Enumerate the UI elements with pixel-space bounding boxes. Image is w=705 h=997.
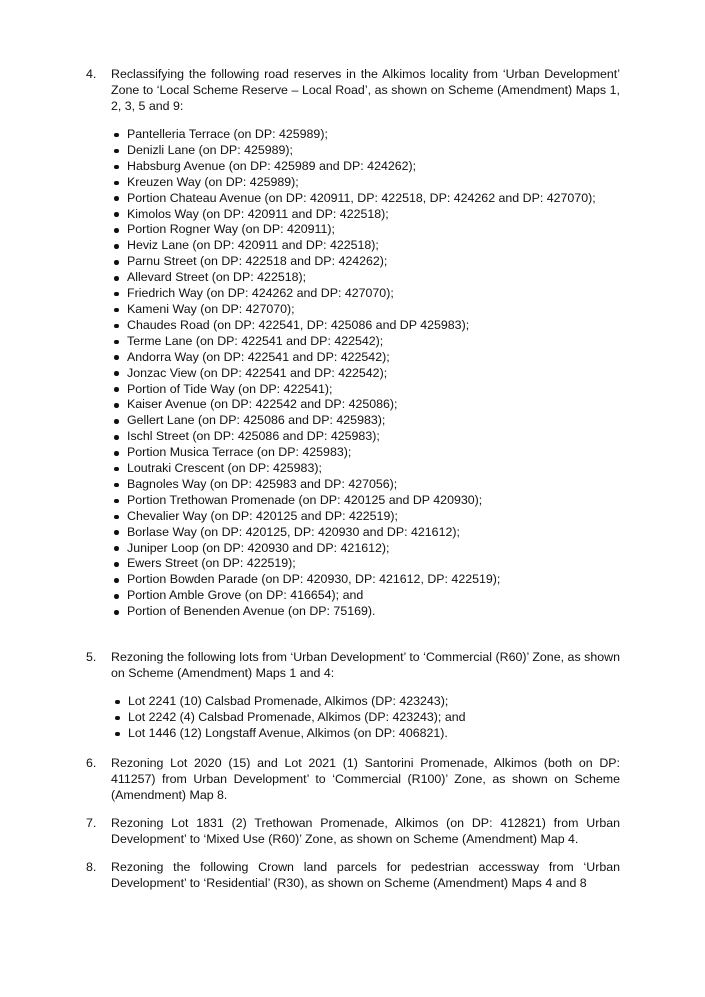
clause-text: Rezoning the following lots from ‘Urban Development’ to ‘Commercial (R60)’ Zone, as shown on Scheme (Amendment) Maps 1 and 4: bbox=[111, 650, 620, 680]
list-item: Denizli Lane (on DP: 425989); bbox=[127, 143, 621, 159]
list-item: Lot 1446 (12) Longstaff Avenue, Alkimos (on DP: 406821). bbox=[128, 726, 622, 742]
list-item: Loutraki Crescent (on DP: 425983); bbox=[127, 461, 621, 477]
list-item: Habsburg Avenue (on DP: 425989 and DP: 424262); bbox=[127, 159, 621, 175]
list-item: Gellert Lane (on DP: 425086 and DP: 425983); bbox=[127, 413, 621, 429]
list-item: Chaudes Road (on DP: 422541, DP: 425086 and DP 425983); bbox=[127, 318, 621, 334]
list-item: Ischl Street (on DP: 425086 and DP: 425983); bbox=[127, 429, 621, 445]
clause-text: Rezoning the following Crown land parcels for pedestrian accessway from ‘Urban Development’ to ‘Residential’ (R30), as shown on Scheme (Amendment) Maps 4 and 8 bbox=[111, 860, 620, 890]
clause-6 bbox=[86, 756, 620, 804]
list-item: Parnu Street (on DP: 422518 and DP: 424262); bbox=[127, 254, 621, 270]
list-item: Portion of Benenden Avenue (on DP: 75169). bbox=[127, 604, 621, 620]
list-item: Portion Trethowan Promenade (on DP: 420125 and DP 420930); bbox=[127, 493, 621, 509]
list-item: Borlase Way (on DP: 420125, DP: 420930 and DP: 421612); bbox=[127, 525, 621, 541]
road-reserve-list bbox=[127, 127, 621, 620]
clause-number: 4. bbox=[86, 67, 97, 81]
clause-number: 7. bbox=[86, 816, 97, 830]
clause-number: 5. bbox=[86, 650, 97, 664]
list-item: Portion Bowden Parade (on DP: 420930, DP: 421612, DP: 422519); bbox=[127, 572, 621, 588]
clause-number: 6. bbox=[86, 756, 97, 770]
list-item: Kaiser Avenue (on DP: 422542 and DP: 425086); bbox=[127, 397, 621, 413]
list-item: Lot 2241 (10) Calsbad Promenade, Alkimos (DP: 423243); bbox=[128, 694, 622, 710]
list-item: Friedrich Way (on DP: 424262 and DP: 427070); bbox=[127, 286, 621, 302]
clause-8 bbox=[86, 860, 620, 892]
clause-text: Reclassifying the following road reserves in the Alkimos locality from ‘Urban Development’ Zone to ‘Local Scheme Reserve – Local Road’, as shown on Scheme (Amendment) Maps 1, 2, 3, 5 and 9: bbox=[111, 67, 620, 113]
list-item: Kameni Way (on DP: 427070); bbox=[127, 302, 621, 318]
clause-4 bbox=[86, 67, 620, 115]
list-item: Portion Musica Terrace (on DP: 425983); bbox=[127, 445, 621, 461]
list-item: Bagnoles Way (on DP: 425983 and DP: 427056); bbox=[127, 477, 621, 493]
lot-list bbox=[128, 694, 622, 742]
list-item: Allevard Street (on DP: 422518); bbox=[127, 270, 621, 286]
list-item: Portion of Tide Way (on DP: 422541); bbox=[127, 382, 621, 398]
list-item: Chevalier Way (on DP: 420125 and DP: 422519); bbox=[127, 509, 621, 525]
list-item: Kimolos Way (on DP: 420911 and DP: 422518); bbox=[127, 207, 621, 223]
list-item: Terme Lane (on DP: 422541 and DP: 422542); bbox=[127, 334, 621, 350]
list-item: Heviz Lane (on DP: 420911 and DP: 422518); bbox=[127, 238, 621, 254]
list-item: Juniper Loop (on DP: 420930 and DP: 421612); bbox=[127, 541, 621, 557]
list-item: Kreuzen Way (on DP: 425989); bbox=[127, 175, 621, 191]
list-item: Jonzac View (on DP: 422541 and DP: 422542); bbox=[127, 366, 621, 382]
clause-5 bbox=[86, 650, 620, 682]
list-item: Andorra Way (on DP: 422541 and DP: 422542); bbox=[127, 350, 621, 366]
list-item: Pantelleria Terrace (on DP: 425989); bbox=[127, 127, 621, 143]
list-item: Lot 2242 (4) Calsbad Promenade, Alkimos (DP: 423243); and bbox=[128, 710, 622, 726]
list-item: Portion Amble Grove (on DP: 416654); and bbox=[127, 588, 621, 604]
clause-text: Rezoning Lot 2020 (15) and Lot 2021 (1) Santorini Promenade, Alkimos (both on DP: 411257) from Urban Development’ to ‘Commercial (R100)’ Zone, as shown on Scheme (Amendment) Map 8. bbox=[111, 756, 620, 802]
clause-text: Rezoning Lot 1831 (2) Trethowan Promenade, Alkimos (on DP: 412821) from Urban Development’ to ‘Mixed Use (R60)’ Zone, as shown on Scheme (Amendment) Map 4. bbox=[111, 816, 620, 846]
list-item: Portion Rogner Way (on DP: 420911); bbox=[127, 222, 621, 238]
clause-number: 8. bbox=[86, 860, 97, 874]
list-item: Ewers Street (on DP: 422519); bbox=[127, 556, 621, 572]
clause-7 bbox=[86, 816, 620, 848]
list-item: Portion Chateau Avenue (on DP: 420911, DP: 422518, DP: 424262 and DP: 427070); bbox=[127, 191, 621, 207]
